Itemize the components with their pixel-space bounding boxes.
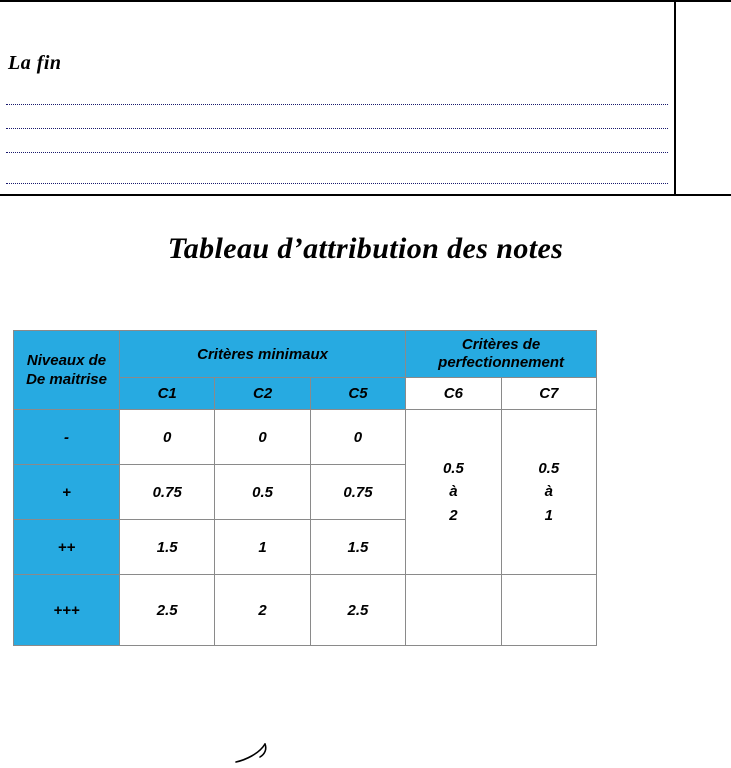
group-header-criteres-minimaux: Critères minimaux	[120, 331, 406, 378]
level-header-line1: Niveaux de	[26, 351, 107, 369]
perfectionnement-range-c6	[406, 410, 501, 575]
level-label: -	[14, 410, 120, 465]
level-header-line2: De maitrise	[26, 371, 107, 388]
perf-c6-line3: 2	[449, 506, 458, 524]
perfectionnement-range-c7	[501, 410, 596, 575]
dotted-writing-line	[6, 128, 668, 130]
perf-c7-line3: 1	[544, 506, 553, 524]
score-cell: 0.75	[310, 465, 405, 520]
score-cell: 2.5	[120, 575, 215, 646]
score-cell: 0	[120, 410, 215, 465]
perf-c6-line2: à	[449, 483, 458, 501]
score-cell: 0	[310, 410, 405, 465]
level-label: +++	[14, 575, 120, 646]
grading-table	[13, 330, 597, 646]
dotted-writing-line	[6, 152, 668, 154]
section-heading-la-fin: La fin	[8, 52, 62, 74]
page-title: Tableau d’attribution des notes	[167, 232, 564, 265]
empty-cell	[501, 575, 596, 646]
score-cell: 0.75	[120, 465, 215, 520]
dotted-writing-line	[6, 183, 668, 185]
table-header-row-groups	[14, 331, 597, 378]
score-cell: 0	[215, 410, 310, 465]
group-header-criteres-perfectionnement: Critères de perfectionnement	[406, 331, 597, 378]
level-header-cell	[14, 331, 120, 410]
criteria-header-c1: C1	[120, 378, 215, 410]
top-boxed-section	[0, 0, 731, 196]
bottom-border-line	[0, 194, 731, 196]
perf-c6-line1: 0.5	[442, 460, 464, 478]
right-column-divider	[674, 0, 676, 196]
criteria-header-c2: C2	[215, 378, 310, 410]
score-cell: 2	[215, 575, 310, 646]
score-cell: 0.5	[215, 465, 310, 520]
level-label: ++	[14, 520, 120, 575]
score-cell: 1.5	[310, 520, 405, 575]
score-cell: 1	[215, 520, 310, 575]
table-row	[14, 410, 597, 465]
score-cell: 2.5	[310, 575, 405, 646]
perf-c7-line1: 0.5	[538, 460, 560, 478]
perf-c7-line2: à	[544, 483, 553, 501]
dotted-writing-line	[6, 104, 668, 106]
table-row	[14, 575, 597, 646]
criteria-header-c6: C6	[406, 378, 501, 410]
level-label: +	[14, 465, 120, 520]
top-border-line	[0, 0, 731, 2]
handwritten-mark-icon	[235, 740, 275, 764]
criteria-header-c7: C7	[501, 378, 596, 410]
criteria-header-c5: C5	[310, 378, 405, 410]
score-cell: 1.5	[120, 520, 215, 575]
empty-cell	[406, 575, 501, 646]
